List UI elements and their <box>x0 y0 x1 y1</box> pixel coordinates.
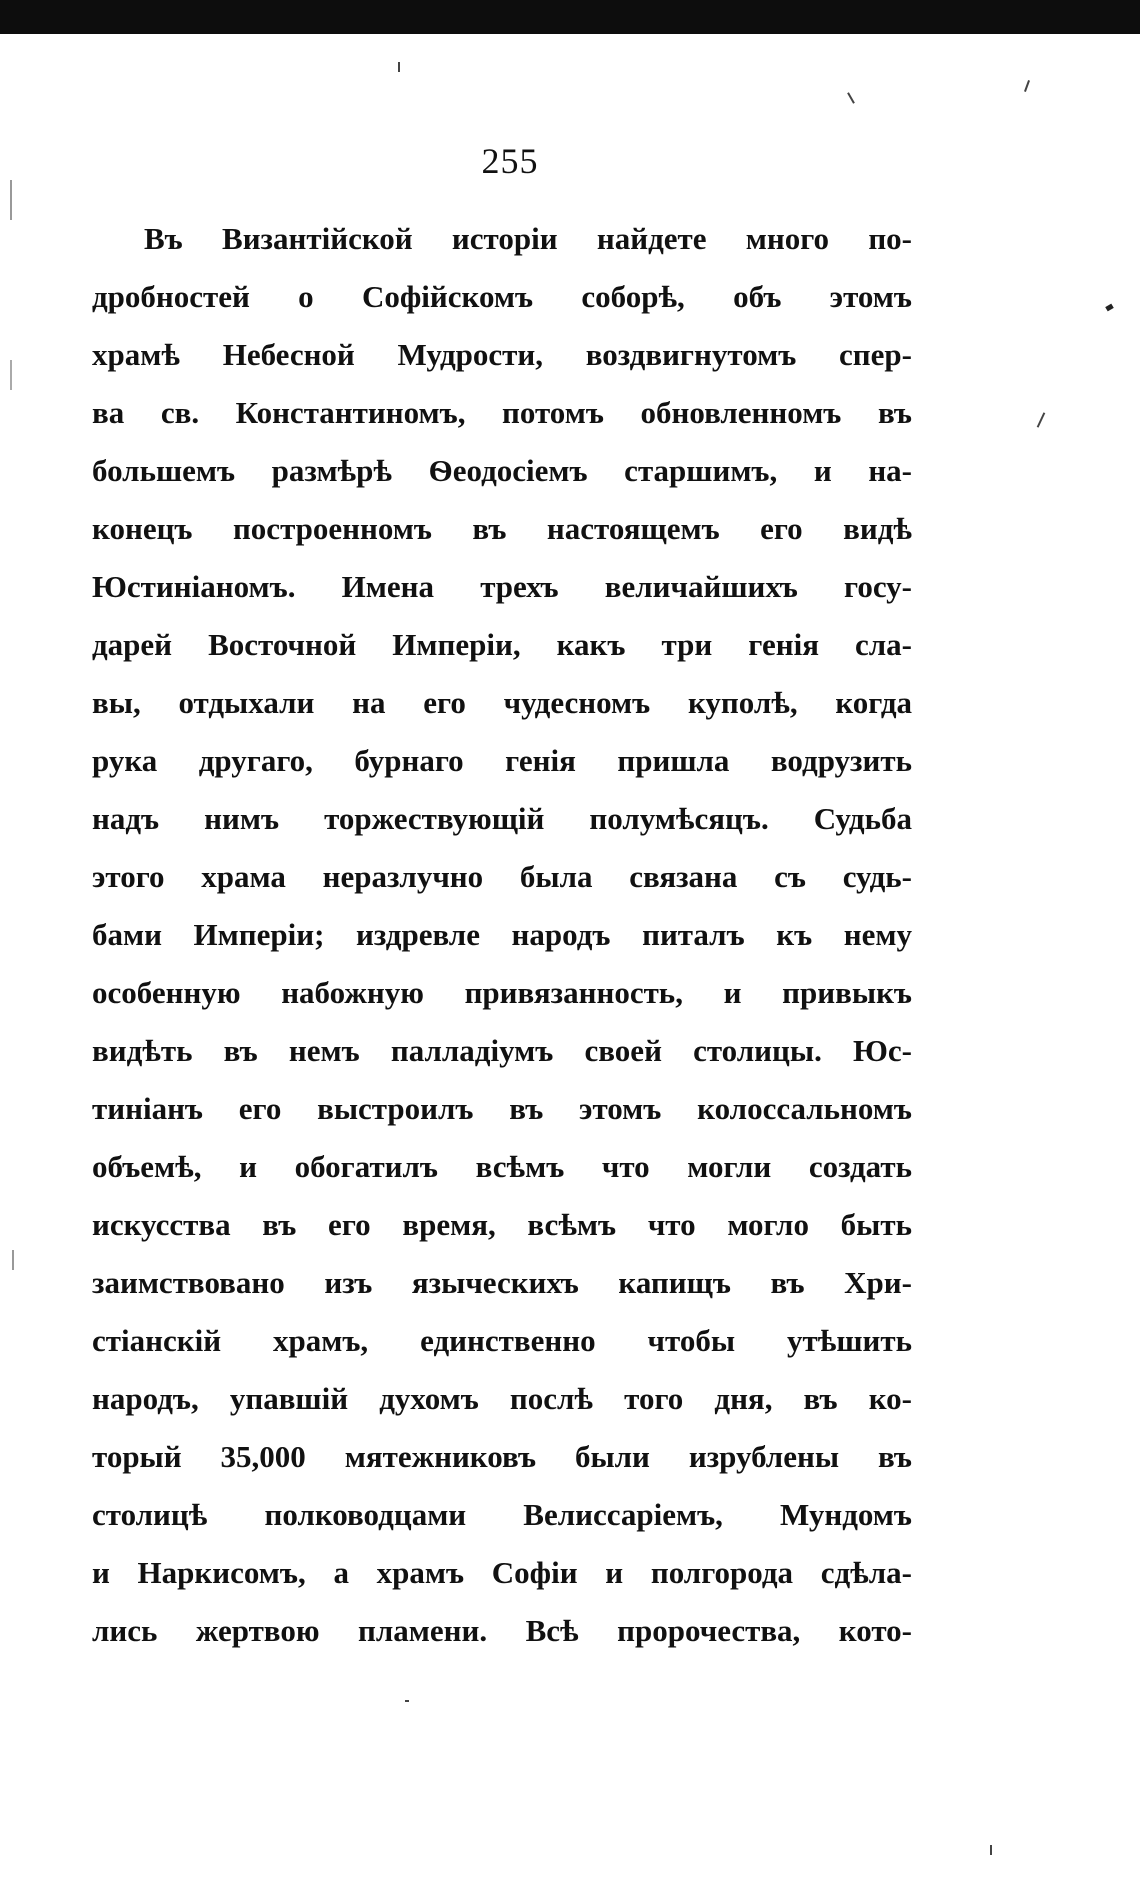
text-line-4: ва св. Константиномъ, потомъ обновленномъ въ <box>92 395 912 430</box>
text-line-16: тиніанъ его выстроилъ въ этомъ колоссальномъ <box>92 1091 912 1126</box>
text-line-10: рука другаго, бурнаго генія пришла водрузить <box>92 743 912 778</box>
body-text <box>92 210 912 1660</box>
text-line-14: особенную набожную привязанность, и привыкъ <box>92 975 912 1010</box>
scan-speck <box>1105 304 1114 312</box>
scan-top-border <box>0 0 1140 34</box>
text-line-23: столицѣ полководцами Велиссаріемъ, Мундомъ <box>92 1497 912 1532</box>
scan-speck <box>398 62 400 72</box>
text-line-15: видѣть въ немъ палладіумъ своей столицы. Юс- <box>92 1033 912 1068</box>
text-line-3: храмѣ Небесной Мудрости, воздвигнутомъ спер- <box>92 337 912 372</box>
text-line-2: дробностей о Софійскомъ соборѣ, объ этомъ <box>92 279 912 314</box>
text-line-25: лись жертвою пламени. Всѣ пророчества, кото- <box>92 1613 912 1648</box>
text-line-24: и Наркисомъ, а храмъ Софіи и полгорода сдѣла- <box>92 1555 912 1590</box>
text-line-11: надъ нимъ торжествующій полумѣсяцъ. Судьба <box>92 801 912 836</box>
scan-speck <box>1024 80 1030 92</box>
text-line-18: искусства въ его время, всѣмъ что могло быть <box>92 1207 912 1242</box>
text-line-9: вы, отдыхали на его чудесномъ куполѣ, когда <box>92 685 912 720</box>
scan-speck <box>12 1250 14 1270</box>
scan-speck <box>1037 412 1046 427</box>
text-line-13: бами Имперіи; издревле народъ питалъ къ нему <box>92 917 912 952</box>
text-line-12: этого храма неразлучно была связана съ судь- <box>92 859 912 894</box>
text-line-22: торый 35,000 мятежниковъ были изрублены въ <box>92 1439 912 1474</box>
text-line-6: конецъ построенномъ въ настоящемъ его видѣ <box>92 511 912 546</box>
scan-speck <box>10 360 12 390</box>
text-line-8: дарей Восточной Имперіи, какъ три генія сла- <box>92 627 912 662</box>
text-line-5: большемъ размѣрѣ Ѳеодосіемъ старшимъ, и на- <box>92 453 912 488</box>
text-line-7: Юстиніаномъ. Имена трехъ величайшихъ госу- <box>92 569 912 604</box>
page-number: 255 <box>481 141 539 181</box>
scan-speck <box>847 92 855 103</box>
text-line-21: народъ, упавшій духомъ послѣ того дня, въ ко- <box>92 1381 912 1416</box>
scan-speck <box>405 1700 409 1702</box>
text-line-17: объемѣ, и обогатилъ всѣмъ что могли создать <box>92 1149 912 1184</box>
text-line-1: Въ Византійской исторіи найдете много по- <box>144 221 912 256</box>
text-line-19: заимствовано изъ языческихъ капищъ въ Хри- <box>92 1265 912 1300</box>
scan-speck <box>10 180 12 220</box>
scan-speck <box>990 1845 992 1855</box>
text-line-20: стіанскій храмъ, единственно чтобы утѣшить <box>92 1323 912 1358</box>
